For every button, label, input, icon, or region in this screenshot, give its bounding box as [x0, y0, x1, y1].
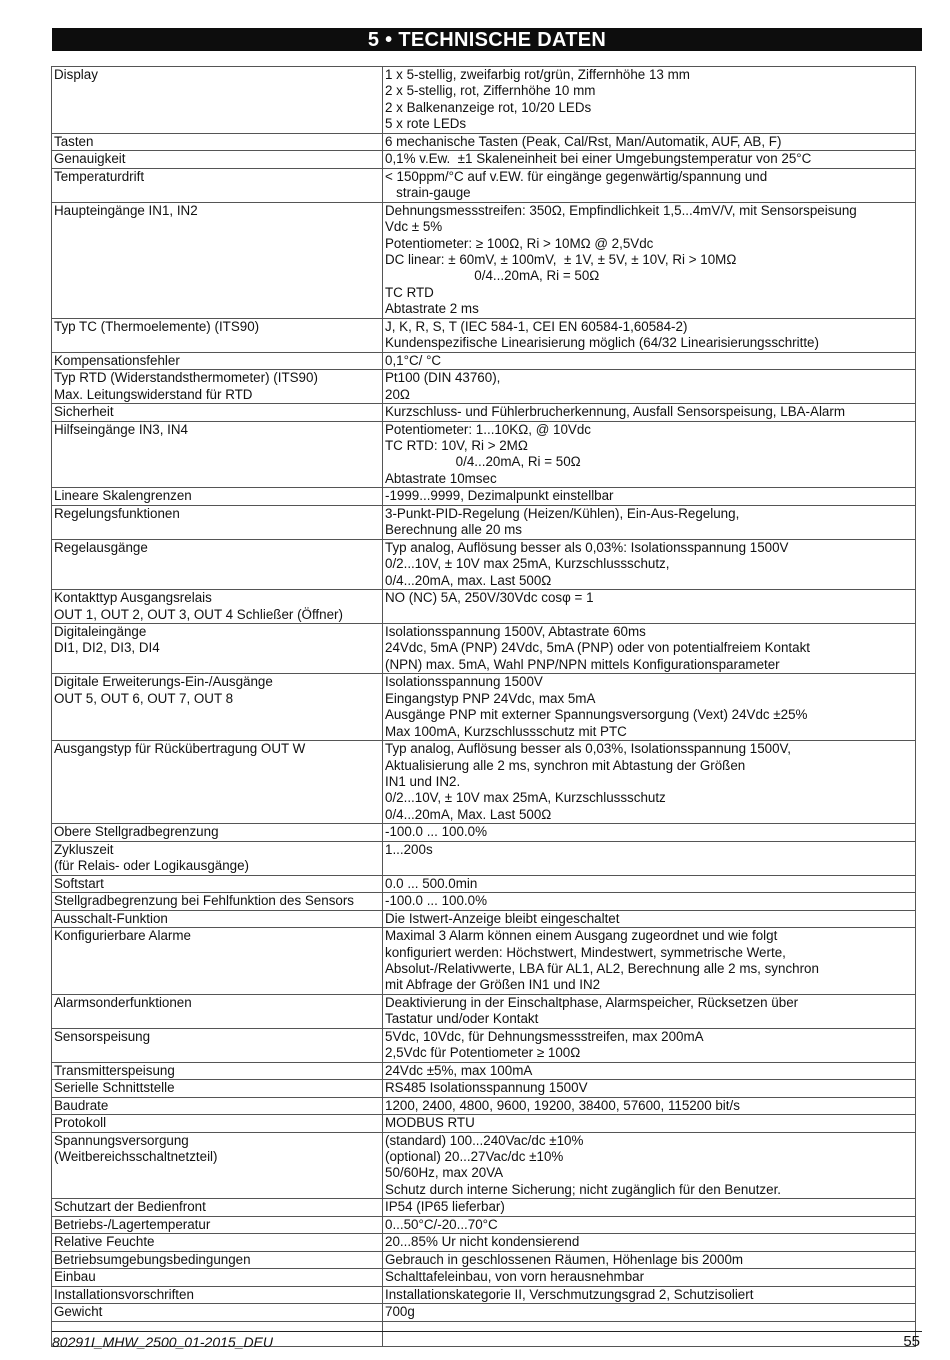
spec-value: Typ analog, Auflösung besser als 0,03%, Isolationsspannung 1500V,: [385, 741, 791, 757]
spec-value-cell: [383, 1234, 916, 1251]
spec-value: 3-Punkt-PID-Regelung (Heizen/Kühlen), Ein-Aus-Regelung,: [385, 505, 740, 521]
table-row: [52, 1269, 916, 1286]
spec-label-cell: [52, 1216, 383, 1233]
spec-label-cell: [52, 318, 383, 352]
spec-label-cell: [52, 623, 383, 673]
spec-value: 2 x 5-stellig, rot, Ziffernhöhe 10 mm: [385, 83, 596, 99]
spec-value-cell: [383, 352, 916, 369]
spec-label: (für Relais- oder Logikausgänge): [54, 858, 250, 874]
table-row: [52, 1251, 916, 1268]
spec-value-cell: [383, 1097, 916, 1114]
spec-label-cell: [52, 1286, 383, 1303]
table-row: [52, 318, 916, 352]
spec-label-cell: [52, 421, 383, 488]
spec-label: OUT 5, OUT 6, OUT 7, OUT 8: [54, 690, 234, 706]
spec-label-cell: [52, 893, 383, 910]
spec-label-cell: [52, 824, 383, 841]
spec-label-cell: [52, 590, 383, 624]
spec-label-cell: [52, 1269, 383, 1286]
spec-value: Ausgänge PNP mit externer Spannungsversorgung (Vext) 24Vdc ±25%: [385, 707, 808, 723]
table-row: [52, 841, 916, 875]
spec-label: Obere Stellgradbegrenzung: [54, 824, 219, 840]
table-row: [52, 623, 916, 673]
spec-value-cell: [383, 1132, 916, 1199]
spec-value: Eingangstyp PNP 24Vdc, max 5mA: [385, 690, 596, 706]
spec-label: Kontakttyp Ausgangsrelais: [54, 590, 212, 606]
spec-value: 700g: [385, 1304, 415, 1320]
spec-label-cell: [52, 1115, 383, 1132]
spec-label-cell: [52, 1234, 383, 1251]
spec-value: < 150ppm/°C auf v.EW. für eingänge gegenwärtig/spannung und: [385, 168, 768, 184]
spec-value: Isolationsspannung 1500V, Abtastrate 60ms: [385, 623, 646, 639]
spec-label-cell: [52, 352, 383, 369]
spec-label-cell: [52, 539, 383, 589]
spec-value: Schutz durch interne Sicherung; nicht zugänglich für den Benutzer.: [385, 1181, 782, 1197]
document-id: 80291I_MHW_2500_01-2015_DEU: [52, 1334, 274, 1350]
spec-label: Schutzart der Bedienfront: [54, 1199, 206, 1215]
spec-label-cell: [52, 404, 383, 421]
spec-value: (standard) 100...240Vac/dc ±10%: [385, 1132, 584, 1148]
table-row: [52, 928, 916, 995]
spec-value: Abtastrate 10msec: [385, 470, 497, 486]
spec-label: Sicherheit: [54, 404, 114, 420]
spec-value: Potentiometer: ≥ 100Ω, Ri > 10MΩ @ 2,5Vdc: [385, 235, 654, 251]
table-row: [52, 352, 916, 369]
spec-value-cell: [383, 1251, 916, 1268]
table-row: [52, 421, 916, 488]
spec-value-cell: [383, 67, 916, 134]
spec-value-cell: [383, 1269, 916, 1286]
spec-value-cell: [383, 674, 916, 741]
spec-value: Vdc ± 5%: [385, 219, 443, 235]
spec-label: Ausschalt-Funktion: [54, 910, 168, 926]
spec-value: (NPN) max. 5mA, Wahl PNP/NPN mittels Konfigurationsparameter: [385, 656, 780, 672]
spec-label: (Weitbereichsschaltnetzteil): [54, 1149, 218, 1164]
spec-value: Gebrauch in geschlossenen Räumen, Höhenlage bis 2000m: [385, 1251, 744, 1267]
spec-value-cell: [383, 893, 916, 910]
table-row: [52, 151, 916, 168]
spec-label: Relative Feuchte: [54, 1234, 155, 1250]
spec-label: Genauigkeit: [54, 151, 126, 167]
spec-value-cell: [383, 928, 916, 995]
table-row: [52, 1132, 916, 1199]
spec-label: Lineare Skalengrenzen: [54, 488, 192, 504]
spec-label-cell: [52, 841, 383, 875]
table-row: [52, 1080, 916, 1097]
spec-value-cell: [383, 741, 916, 824]
spec-value: Dehnungsmessstreifen: 350Ω, Empfindlichkeit 1,5...4mV/V, mit Sensorspeisung: [385, 202, 857, 218]
spec-value: Kurzschluss- und Fühlerbrucherkennung, Ausfall Sensorspeisung, LBA-Alarm: [385, 404, 845, 420]
spec-value: RS485 Isolationsspannung 1500V: [385, 1080, 588, 1096]
table-row: [52, 1062, 916, 1079]
table-row: [52, 1097, 916, 1114]
spec-value-cell: [383, 539, 916, 589]
spec-value: Isolationsspannung 1500V: [385, 674, 543, 690]
table-row: [52, 488, 916, 505]
spec-label: Spannungsversorgung: [54, 1132, 189, 1148]
spec-label-cell: [52, 202, 383, 318]
table-row: [52, 893, 916, 910]
spec-label: Betriebs-/Lagertemperatur: [54, 1216, 211, 1232]
spec-label: Zykluszeit: [54, 841, 114, 857]
spec-value-cell: [383, 370, 916, 404]
table-row: [52, 674, 916, 741]
specs-table-body: [52, 67, 916, 1347]
table-row: [52, 1028, 916, 1062]
spec-label-cell: [52, 741, 383, 824]
spec-value-cell: [383, 1286, 916, 1303]
spec-value: mit Abfrage der Größen IN1 und IN2: [385, 977, 601, 993]
spec-value: 20Ω: [385, 386, 410, 402]
spec-value: -100.0 ... 100.0%: [385, 824, 487, 840]
spec-label-cell: [52, 1080, 383, 1097]
spec-value: 50/60Hz, max 20VA: [385, 1165, 504, 1181]
page-number: 55: [903, 1333, 920, 1350]
spec-label: OUT 1, OUT 2, OUT 3, OUT 4 Schließer (Öffner): [54, 606, 343, 622]
spec-value-cell: [383, 505, 916, 539]
table-row: [52, 1304, 916, 1321]
table-row: [52, 741, 916, 824]
spec-value: 0,1% v.Ew. ±1 Skaleneinheit bei einer Umgebungstemperatur von 25°C: [385, 151, 812, 167]
section-header: [52, 28, 922, 51]
spec-value-cell: [383, 1062, 916, 1079]
spec-value: Maximal 3 Alarm können einem Ausgang zugeordnet und wie folgt: [385, 928, 778, 944]
spec-value: MODBUS RTU: [385, 1115, 475, 1131]
spec-value-cell: [383, 841, 916, 875]
spec-value: TC RTD: [385, 284, 434, 300]
spec-value: 1 x 5-stellig, zweifarbig rot/grün, Ziffernhöhe 13 mm: [385, 67, 690, 82]
spec-value: Max 100mA, Kurzschlussschutz mit PTC: [385, 723, 627, 739]
spec-value-cell: [383, 1115, 916, 1132]
spec-label: Typ RTD (Widerstandsthermometer) (ITS90): [54, 370, 318, 386]
spec-value: NO (NC) 5A, 250V/30Vdc cosφ = 1: [385, 590, 594, 606]
spec-label: Gewicht: [54, 1304, 103, 1320]
spec-label: Hilfseingänge IN3, IN4: [54, 421, 188, 437]
table-row: [52, 404, 916, 421]
spec-label: Stellgradbegrenzung bei Fehlfunktion des Sensors: [54, 893, 354, 909]
spec-value: 5 x rote LEDs: [385, 116, 467, 132]
table-row: [52, 875, 916, 892]
spec-value: Pt100 (DIN 43760),: [385, 370, 501, 386]
spec-label: Transmitterspeisung: [54, 1062, 175, 1078]
footer-divider: [52, 1331, 922, 1332]
spec-label: Einbau: [54, 1269, 96, 1285]
spec-label-cell: [52, 875, 383, 892]
spec-label: Sensorspeisung: [54, 1028, 151, 1044]
spec-value: 0/4...20mA, max. Last 500Ω: [385, 572, 552, 588]
spec-value: 6 mechanische Tasten (Peak, Cal/Rst, Man/Automatik, AUF, AB, F): [385, 133, 782, 149]
table-row: [52, 505, 916, 539]
spec-value: 0,1°C/ °C: [385, 352, 442, 368]
spec-value: 5Vdc, 10Vdc, für Dehnungsmessstreifen, max 200mA: [385, 1028, 704, 1044]
spec-value: Die Istwert-Anzeige bleibt eingeschaltet: [385, 910, 620, 926]
spec-value-cell: [383, 488, 916, 505]
spec-value-cell: [383, 1028, 916, 1062]
spec-value-cell: [383, 404, 916, 421]
spec-label: Regelausgänge: [54, 539, 148, 555]
table-row: [52, 67, 916, 134]
spec-label: Baudrate: [54, 1097, 109, 1113]
spec-value: 0/2...10V, ± 10V max 25mA, Kurzschlussschutz,: [385, 556, 670, 572]
spec-label-cell: [52, 1199, 383, 1216]
table-row: [52, 539, 916, 589]
spec-label-cell: [52, 370, 383, 404]
spec-value: 24Vdc, 5mA (PNP) 24Vdc, 5mA (PNP) oder von potentialfreiem Kontakt: [385, 640, 810, 656]
spec-value: 24Vdc ±5%, max 100mA: [385, 1062, 533, 1078]
spec-label: DI1, DI2, DI3, DI4: [54, 640, 160, 656]
table-row: [52, 370, 916, 404]
spec-value: Tastatur und/oder Kontakt: [385, 1011, 539, 1027]
table-row: [52, 202, 916, 318]
spec-value-cell: [383, 133, 916, 150]
spec-label: Temperaturdrift: [54, 168, 145, 184]
spec-value: -1999...9999, Dezimalpunkt einstellbar: [385, 488, 614, 504]
spec-value: Abtastrate 2 ms: [385, 301, 479, 317]
spec-label-cell: [52, 1062, 383, 1079]
spec-value: Potentiometer: 1...10KΩ, @ 10Vdc: [385, 421, 591, 437]
spec-value: 0...50°C/-20...70°C: [385, 1216, 498, 1232]
spec-value: Typ analog, Auflösung besser als 0,03%: Isolationsspannung 1500V: [385, 539, 789, 555]
spec-label: Max. Leitungswiderstand für RTD: [54, 386, 253, 402]
table-row: [52, 1115, 916, 1132]
spec-value-cell: [383, 875, 916, 892]
spec-label: Kompensationsfehler: [54, 352, 180, 368]
spec-value: 0.0 ... 500.0min: [385, 875, 478, 891]
section-title: 5 • TECHNISCHE DATEN: [367, 29, 607, 51]
spec-value: 0/4...20mA, Ri = 50Ω: [385, 454, 581, 470]
spec-value-cell: [383, 910, 916, 927]
table-row: [52, 824, 916, 841]
spec-value-cell: [383, 623, 916, 673]
spec-label-cell: [52, 1251, 383, 1268]
spec-value: (optional) 20...27Vac/dc ±10%: [385, 1149, 564, 1164]
spec-label-cell: [52, 1304, 383, 1321]
specs-table: [51, 66, 916, 1347]
spec-label-cell: [52, 674, 383, 741]
spec-label: Display: [54, 67, 98, 82]
spec-value: DC linear: ± 60mV, ± 100mV, ± 1V, ± 5V, ± 10V, Ri > 10MΩ: [385, 251, 737, 267]
spec-label: Protokoll: [54, 1115, 107, 1131]
spec-value: Aktualisierung alle 2 ms, synchron mit Abtastung der Größen: [385, 757, 746, 773]
spec-label-cell: [52, 1132, 383, 1199]
spec-value: IN1 und IN2.: [385, 774, 461, 790]
spec-value: 0/4...20mA, Ri = 50Ω: [385, 268, 600, 284]
spec-label-cell: [52, 168, 383, 202]
spec-value-cell: [383, 151, 916, 168]
spec-label: Ausgangstyp für Rückübertragung OUT W: [54, 741, 306, 757]
spec-label-cell: [52, 67, 383, 134]
spec-value-cell: [383, 202, 916, 318]
spec-value-cell: [383, 824, 916, 841]
spec-value-cell: [383, 1216, 916, 1233]
table-row: [52, 168, 916, 202]
spec-value: Absolut-/Relativwerte, LBA für AL1, AL2, Berechnung alle 2 ms, synchron: [385, 961, 819, 977]
spec-value-cell: [383, 1304, 916, 1321]
spec-value: 20...85% Ur nicht kondensierend: [385, 1234, 580, 1250]
spec-value: 1200, 2400, 4800, 9600, 19200, 38400, 57600, 115200 bit/s: [385, 1097, 740, 1113]
spec-label: Regelungsfunktionen: [54, 505, 180, 521]
spec-value: Kundenspezifische Linearisierung möglich (64/32 Linearisierungsschritte): [385, 335, 819, 351]
table-row: [52, 1216, 916, 1233]
table-row: [52, 133, 916, 150]
spec-value: 0/2...10V, ± 10V max 25mA, Kurzschlussschutz: [385, 790, 666, 806]
spec-value: Deaktivierung in der Einschaltphase, Alarmspeicher, Rücksetzen über: [385, 994, 799, 1010]
spec-label-cell: [52, 994, 383, 1028]
empty-cell: [383, 1321, 916, 1346]
table-row: [52, 1199, 916, 1216]
spec-value: 2,5Vdc für Potentiometer ≥ 100Ω: [385, 1045, 581, 1061]
spec-label: Alarmsonderfunktionen: [54, 994, 192, 1010]
spec-value: Installationskategorie II, Verschmutzungsgrad 2, Schutzisoliert: [385, 1286, 754, 1302]
spec-value: TC RTD: 10V, Ri > 2MΩ: [385, 437, 528, 453]
spec-value: IP54 (IP65 lieferbar): [385, 1199, 505, 1215]
spec-value: J, K, R, S, T (IEC 584-1, CEI EN 60584-1,60584-2): [385, 318, 688, 334]
spec-label: Digitale Erweiterungs-Ein-/Ausgänge: [54, 674, 273, 690]
spec-label-cell: [52, 133, 383, 150]
spec-value-cell: [383, 1199, 916, 1216]
spec-value: -100.0 ... 100.0%: [385, 893, 487, 909]
spec-label: Digitaleingänge: [54, 623, 147, 639]
spec-label-cell: [52, 910, 383, 927]
spec-value-cell: [383, 318, 916, 352]
spec-label-cell: [52, 1028, 383, 1062]
spec-value-cell: [383, 1080, 916, 1097]
spec-label-cell: [52, 505, 383, 539]
spec-label: Softstart: [54, 875, 104, 891]
spec-value-cell: [383, 994, 916, 1028]
spec-label-cell: [52, 151, 383, 168]
spec-label: Haupteingänge IN1, IN2: [54, 202, 198, 218]
table-row: [52, 590, 916, 624]
table-row: [52, 1286, 916, 1303]
spec-value: Berechnung alle 20 ms: [385, 522, 522, 538]
spec-value: Schalttafeleinbau, von vorn herausnehmbar: [385, 1269, 645, 1285]
spec-value: konfiguriert werden: Höchstwert, Mindestwert, symmetrische Werte,: [385, 944, 786, 960]
spec-label-cell: [52, 488, 383, 505]
spec-label: Installationsvorschriften: [54, 1286, 194, 1302]
spec-value-cell: [383, 168, 916, 202]
table-row: [52, 1234, 916, 1251]
spec-label: Tasten: [54, 133, 94, 149]
table-row: [52, 910, 916, 927]
spec-label: Betriebsumgebungsbedingungen: [54, 1251, 251, 1267]
spec-value: 2 x Balkenanzeige rot, 10/20 LEDs: [385, 99, 592, 115]
spec-label: Serielle Schnittstelle: [54, 1080, 175, 1096]
spec-label: Konfigurierbare Alarme: [54, 928, 191, 944]
table-row: [52, 994, 916, 1028]
spec-value: 0/4...20mA, Max. Last 500Ω: [385, 806, 552, 822]
spec-value-cell: [383, 421, 916, 488]
spec-label-cell: [52, 928, 383, 995]
spec-label: Typ TC (Thermoelemente) (ITS90): [54, 318, 260, 334]
spec-value-cell: [383, 590, 916, 624]
spec-value: 1...200s: [385, 841, 433, 857]
spec-label-cell: [52, 1097, 383, 1114]
spec-value: strain-gauge: [385, 185, 471, 201]
